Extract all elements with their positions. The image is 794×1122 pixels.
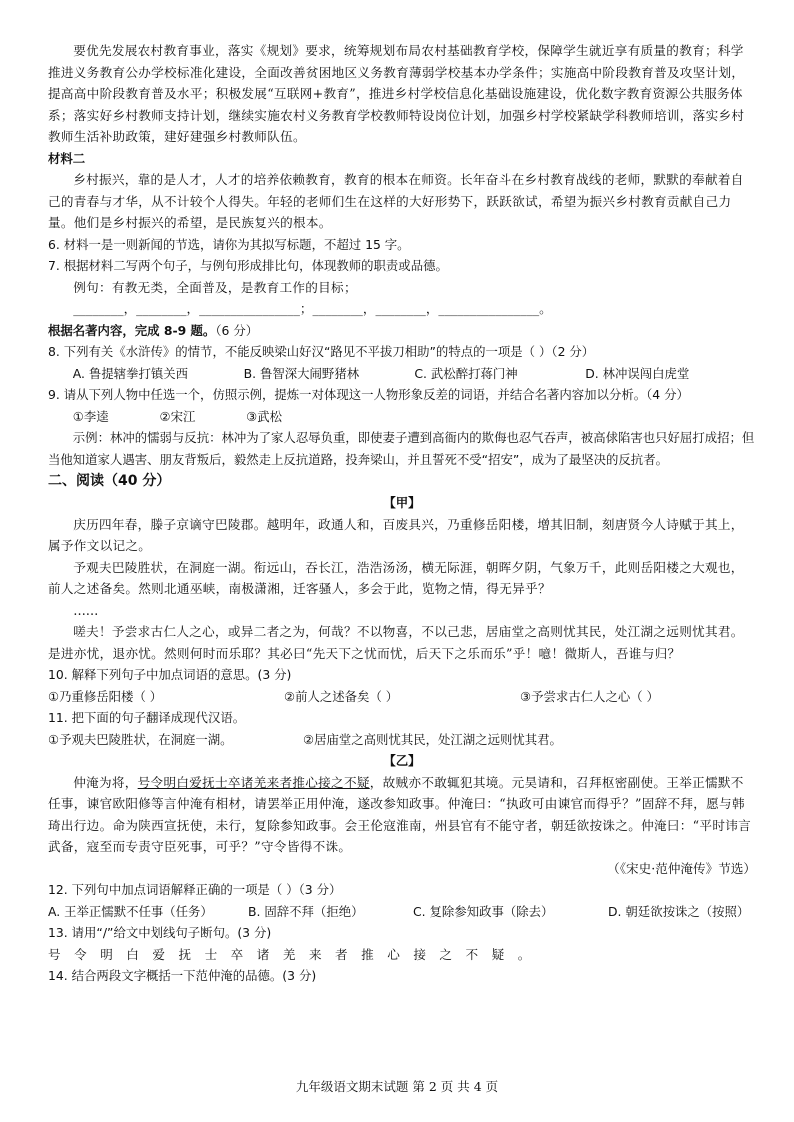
material2-heading: 材料二 [48,150,86,166]
q12-option-b[interactable]: B. 固辞不拜（拒绝） [248,903,364,919]
option-a[interactable]: A. 鲁提辖拳打镇关西 [72,365,189,381]
question-11-items [48,729,756,751]
question-6: 6. 材料一是一则新闻的节选，请你为其拟写标题，不超过 15 字。 [48,236,410,252]
q11-item-2: ②居庙堂之高则忧其民，处江湖之远则忧其君。 [303,731,562,747]
section-intro-8-9 [48,320,756,342]
section-intro-text: 根据名著内容，完成 8-9 题。 [48,322,216,338]
question-9: 9. 请从下列人物中任选一个，仿照示例，提炼一对体现这一人物形象反差的词语，并结合名著内容加以分析。（4 分） [48,387,689,402]
passage-yi-heading: 【乙】 [383,753,421,768]
passage-yi-source: （《宋史·范仲淹传》节选） [607,860,756,876]
page-footer: 九年级语文期末试题 第 2 页 共 4 页 [295,1079,499,1094]
option-b[interactable]: B. 鲁智深大闹野猪林 [243,365,360,381]
choice-wu-song[interactable]: ③武松 [246,408,283,424]
q12-option-a[interactable]: A. 王举正懦默不任事（任务） [48,903,213,919]
option-d[interactable]: D. 林冲误闯白虎堂 [585,365,690,381]
question-12: 12. 下列句中加点词语解释正确的一项是（ ）（3 分） [48,882,342,897]
q12-option-c[interactable]: C. 复除参知政事（除去） [413,903,554,919]
choice-song-jiang[interactable]: ②宋江 [159,408,196,424]
q10-item-3: ③予尝求古仁人之心（ ） [520,688,659,704]
question-8-options [48,363,756,385]
q10-item-2: ②前人之述备矣（ ） [284,688,399,704]
material2-paragraph: 乡村振兴，靠的是人才，人才的培养依赖教育，教育的根本在师资。长年奋斗在乡村教育战线的老师，默默的奉献着自己的青春与才华，从不计较个人得失。年轻的老师们生在这样的大好形势下，跃跃欲试，希望为振兴乡村教育贡献自己力量。他们是乡村振兴的希望，是民族复兴的根本。 [48,172,744,230]
exam-page [48,40,756,987]
q12-option-d[interactable]: D. 朝廷欲按诛之（按照） [608,903,750,919]
question-13: 13. 请用“/”给文中划线句子断句。(3 分) [48,925,272,940]
choice-li-kui[interactable]: ①李逵 [72,408,109,424]
q10-item-1: ①乃重修岳阳楼（ ） [48,688,163,704]
material1-paragraph: 要优先发展农村教育事业，落实《规划》要求，统筹规划布局农村基础教育学校，保障学生就近享有质量的教育；科学推进义务教育公办学校标准化建设，全面改善贫困地区义务教育薄弱学校基本办学条件；实施高中阶段教育普及攻坚计划，提高高中阶段教育普及水平；积极发展“互联网+教育”，推进乡村学校信息化基础设施建设，优化数字教育资源公共服务体系；落实好乡村教师支持计划，继续实施农村义务教育学校教师特设岗位计划，加强乡村学校紧缺学科教师培训，落实乡村教师生活补助政策，建好建强乡村教师队伍。 [48,43,745,144]
question-12-options [48,901,756,923]
passage-jia-p3: 嗟夫！予尝求古仁人之心，或异二者之为，何哉？不以物喜，不以己悲，居庙堂之高则忧其民，处江湖之远则忧其君。是进亦忧，退亦忧。然则何时而乐耶？其必曰“先天下之忧而忧，后天下之乐而乐”乎！噫！微斯人，吾谁与归？ [48,624,744,661]
reading-section-heading: 二、阅读（40 分） [48,473,171,489]
section-intro-score: （6 分） [215,322,259,338]
option-c[interactable]: C. 武松醉打蒋门神 [414,365,518,381]
passage-jia-p2: 予观夫巴陵胜状，在洞庭一湖。衔远山，吞长江，浩浩汤汤，横无际涯，朝晖夕阴，气象万千，此则岳阳楼之大观也，前人之述备矣。然则北通巫峡，南极潇湘，迁客骚人，多会于此，览物之情，得无异乎？ [48,559,744,596]
question-8: 8. 下列有关《水浒传》的情节，不能反映梁山好汉“路见不平拔刀相助”的特点的一项是（ ）（2 分） [48,344,595,359]
q11-item-1: ①予观夫巴陵胜状，在洞庭一湖。 [48,731,233,747]
question-10-items [48,686,756,708]
yi-underlined-sentence: 号令明白爱抚士卒诸羌来者推心接之不疑 [137,774,370,790]
yi-text-start: 仲淹为将， [73,774,138,790]
passage-jia-ellipsis: …… [73,602,99,618]
question-9-example: 示例：林冲的懦弱与反抗：林冲为了家人忍辱负重，即使妻子遭到高衙内的欺侮也忍气吞声，被高俅陷害也只好屈打成招；但当他知道家人遇害、朋友背叛后，毅然走上反抗道路，投奔梁山，并且誓死不受“招安”，成为了最坚决的反抗者。 [48,430,755,467]
question-14: 14. 结合两段文字概括一下范仲淹的品德。(3 分) [48,968,317,983]
question-10: 10. 解释下列句子中加点词语的意思。(3 分) [48,667,292,682]
passage-jia-heading: 【甲】 [383,495,421,510]
yi-text-rest: ，故贼亦不敢辄犯其境。元昊请和，召拜枢密副使。王举正懦默不任事，谏官欧阳修等言仲淹有相材，请罢举正用仲淹，遂改参知政事。仲淹曰：“执政可由谏官而得乎？”固辞不拜，愿与韩琦出行边。命为陕西宣抚使，未行，复除参知政事。会王伦寇淮南，州县官有不能守者，朝廷欲按诛之。仲淹曰：“平时讳言武备，寇至而专责守臣死事，可乎？”守令皆得不诛。 [48,774,752,854]
question-7-answer-blanks[interactable]: ________，________，________________；________，________，________________。 [73,301,552,316]
passage-yi-paragraph [48,772,756,858]
question-11: 11. 把下面的句子翻译成现代汉语。 [48,710,246,725]
question-7-example: 例句：有教无类，全面普及，是教育工作的目标； [73,279,357,295]
question-13-sentence[interactable]: 号令明白爱抚士卒诸羌来者推心接之不疑。 [48,946,544,962]
passage-jia-p1: 庆历四年春，滕子京谪守巴陵郡。越明年，政通人和，百废具兴，乃重修岳阳楼，增其旧制，刻唐贤今人诗赋于其上，属予作文以记之。 [48,516,744,553]
question-9-choices [48,406,333,428]
question-7: 7. 根据材料二写两个句子，与例句形成排比句，体现教师的职责或品德。 [48,258,448,273]
